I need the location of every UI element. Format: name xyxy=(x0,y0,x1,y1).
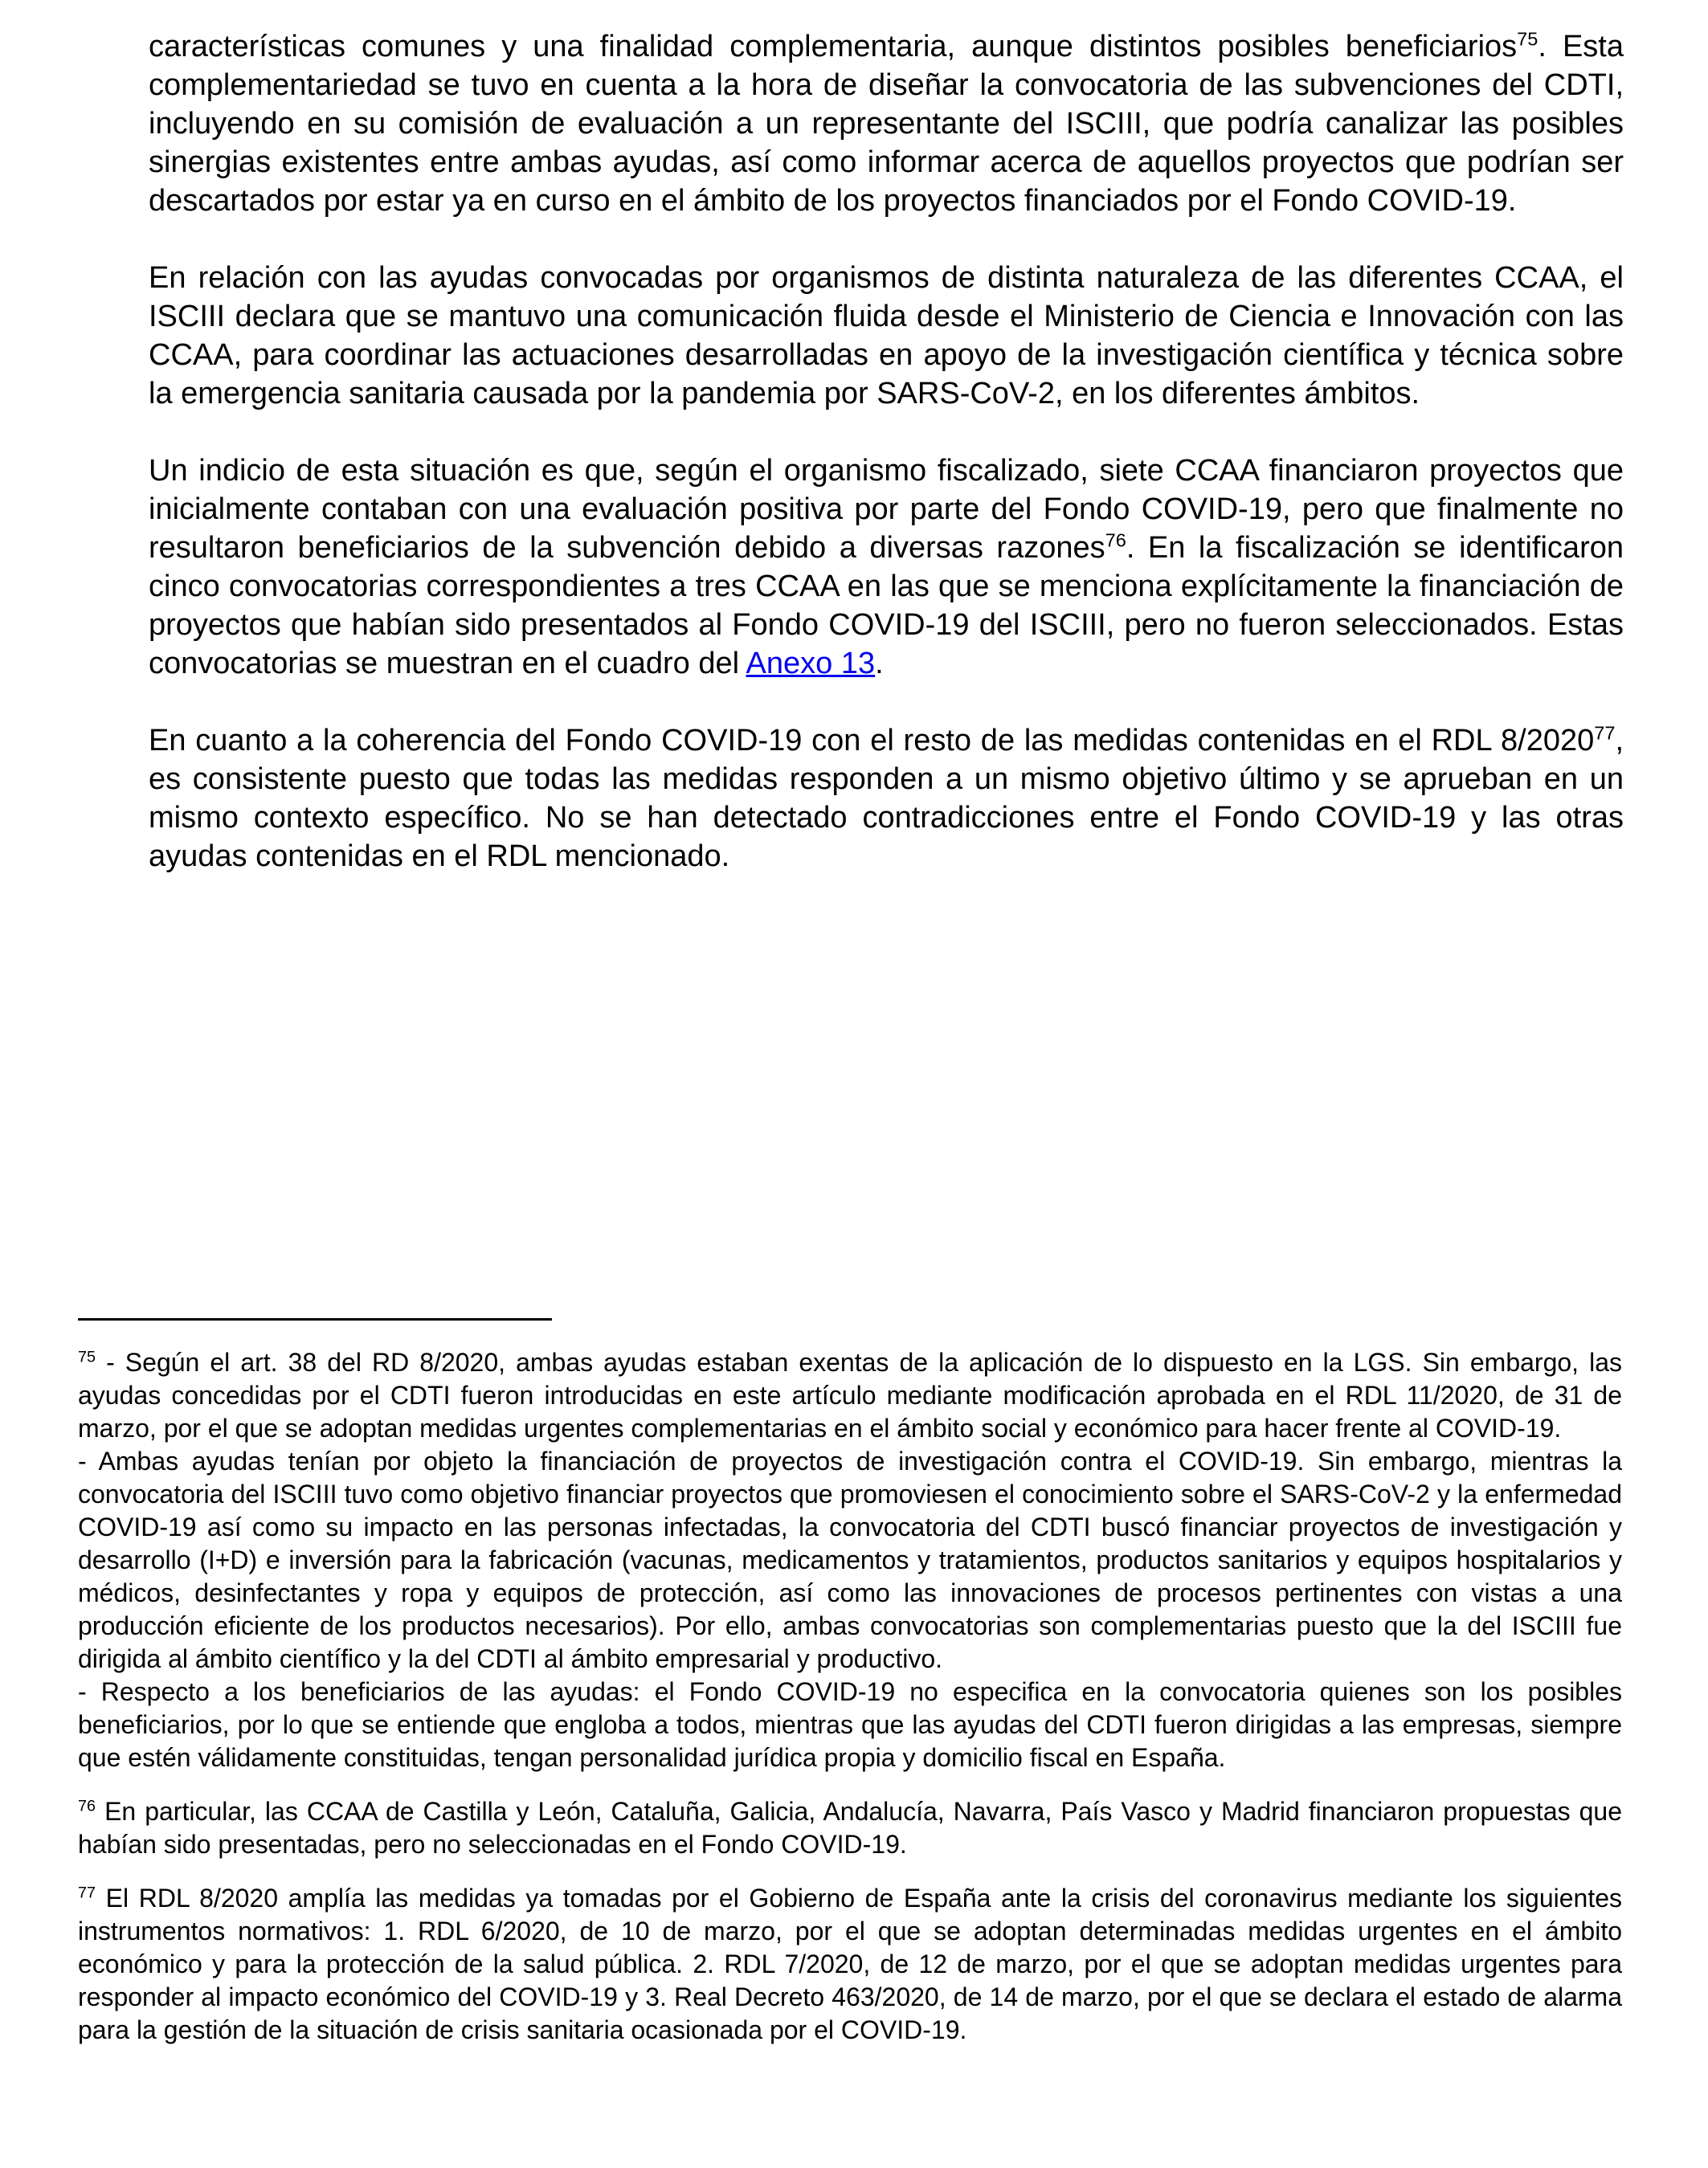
footnote-marker-77: 77 xyxy=(78,1884,96,1902)
footnote-ref-77: 77 xyxy=(1594,722,1616,744)
paragraph-text: . En la fiscalización se identificaron cinco convocatorias correspondientes a tres CCAA en las que se menciona explícitamente la financiación de proyectos que habían sido presentados al Fondo COVID-19 del ISCIII, pero no fueron seleccionados. Estas convocatorias se muestran en el cuadro del xyxy=(149,531,1624,680)
paragraph-text: En relación con las ayudas convocadas por organismos de distinta naturaleza de las diferentes CCAA, el ISCIII declara que se mantuvo una comunicación fluida desde el Ministerio de Ciencia e Innovación con las CCAA, para coordinar las actuaciones desarrolladas en apoyo de la investigación científica y técnica sobre la emergencia sanitaria causada por la pandemia por SARS-CoV-2, en los diferentes ámbitos. xyxy=(149,261,1624,410)
footnote-part xyxy=(78,1795,1622,1861)
footnote-75 xyxy=(78,1346,1622,1774)
footnote-part: - Respecto a los beneficiarios de las ayudas: el Fondo COVID-19 no especifica en la convocatoria quienes son los posibles beneficiarios, por lo que se entiende que engloba a todos, mientras que las ayudas del CDTI fueron dirigidas a las empresas, siempre que estén válidamente constituidas, tengan personalidad jurídica propia y domicilio fiscal en España. xyxy=(78,1677,1622,1772)
footnote-ref-75: 75 xyxy=(1517,28,1538,50)
footnote-ref-76: 76 xyxy=(1105,529,1126,551)
footnote-76 xyxy=(78,1795,1622,1861)
footnote-marker-75: 75 xyxy=(78,1348,96,1366)
paragraph-text: Un indicio de esta situación es que, según el organismo fiscalizado, siete CCAA financiaron proyectos que inicialmente contaban con una evaluación positiva por parte del Fondo COVID-19, pero que finalmente no resultaron beneficiarios de la subvención debido a diversas razones xyxy=(149,454,1624,565)
main-text xyxy=(149,27,1624,914)
paragraph xyxy=(149,721,1624,876)
footnote-text: En particular, las CCAA de Castilla y León, Cataluña, Galicia, Andalucía, Navarra, País Vasco y Madrid financiaron propuestas que habían sido presentadas, pero no seleccionadas en el Fondo COVID-19. xyxy=(78,1797,1623,1859)
anexo-13-link[interactable]: Anexo 13 xyxy=(746,647,876,680)
footnote-text: - Según el art. 38 del RD 8/2020, ambas ayudas estaban exentas de la aplicación de lo dispuesto en la LGS. Sin embargo, las ayudas concedidas por el CDTI fueron introducidas en este artículo mediante modificación aprobada en el RDL 11/2020, de 31 de marzo, por el que se adoptan medidas urgentes complementarias en el ámbito social y económico para hacer frente al COVID-19. xyxy=(78,1348,1623,1443)
footnote-part xyxy=(78,1346,1622,1445)
paragraph xyxy=(149,259,1624,413)
paragraph-text: , es consistente puesto que todas las medidas responden a un mismo objetivo último y se aprueban en un mismo contexto específico. No se han detectado contradicciones entre el Fondo COVID-19 y las otras ayudas contenidas en el RDL mencionado. xyxy=(149,724,1624,873)
footnote-part: - Ambas ayudas tenían por objeto la financiación de proyectos de investigación contra el COVID-19. Sin embargo, mientras la convocatoria del ISCIII tuvo como objetivo financiar proyectos que promoviesen el conocimiento sobre el SARS-CoV-2 y la enfermedad COVID-19 así como su impacto en las personas infectadas, la convocatoria del CDTI buscó financiar proyectos de investigación y desarrollo (I+D) e inversión para la fabricación (vacunas, medicamentos y tratamientos, productos sanitarios y equipos hospitalarios y médicos, desinfectantes y ropa y equipos de protección, así como las innovaciones de procesos pertinentes con vistas a una producción eficiente de los productos necesarios). Por ello, ambas convocatorias son complementarias puesto que la del ISCIII fue dirigida al ámbito científico y la del CDTI al ámbito empresarial y productivo. xyxy=(78,1447,1622,1673)
footnote-marker-76: 76 xyxy=(78,1797,96,1815)
paragraph xyxy=(149,451,1624,683)
paragraph-text: . xyxy=(875,647,884,680)
footnote-separator xyxy=(78,1318,552,1321)
footnote-text: El RDL 8/2020 amplía las medidas ya tomadas por el Gobierno de España ante la crisis del coronavirus mediante los siguientes instrumentos normativos: 1. RDL 6/2020, de 10 de marzo, por el que se adoptan determinadas medidas urgentes en el ámbito económico y para la protección de la salud pública. 2. RDL 7/2020, de 12 de marzo, por el que se adoptan medidas urgentes para responder al impacto económico del COVID-19 y 3. Real Decreto 463/2020, de 14 de marzo, por el que se declara el estado de alarma para la gestión de la situación de crisis sanitaria ocasionada por el COVID-19. xyxy=(78,1884,1623,2044)
paragraph-text: . Esta complementariedad se tuvo en cuenta a la hora de diseñar la convocatoria de las subvenciones del CDTI, incluyendo en su comisión de evaluación a un representante del ISCIII, que podría canalizar las posibles sinergias existentes entre ambas ayudas, así como informar acerca de aquellos proyectos que podrían ser descartados por estar ya en curso en el ámbito de los proyectos financiados por el Fondo COVID-19. xyxy=(149,30,1624,218)
paragraph-text: En cuanto a la coherencia del Fondo COVID-19 con el resto de las medidas contenidas en el RDL 8/2020 xyxy=(149,724,1595,757)
footnote-part xyxy=(78,1882,1622,2047)
footnote-77 xyxy=(78,1882,1622,2047)
paragraph-text: características comunes y una finalidad complementaria, aunque distintos posibles beneficiarios xyxy=(149,30,1518,63)
footnotes-section xyxy=(78,1318,1622,2047)
paragraph xyxy=(149,27,1624,220)
